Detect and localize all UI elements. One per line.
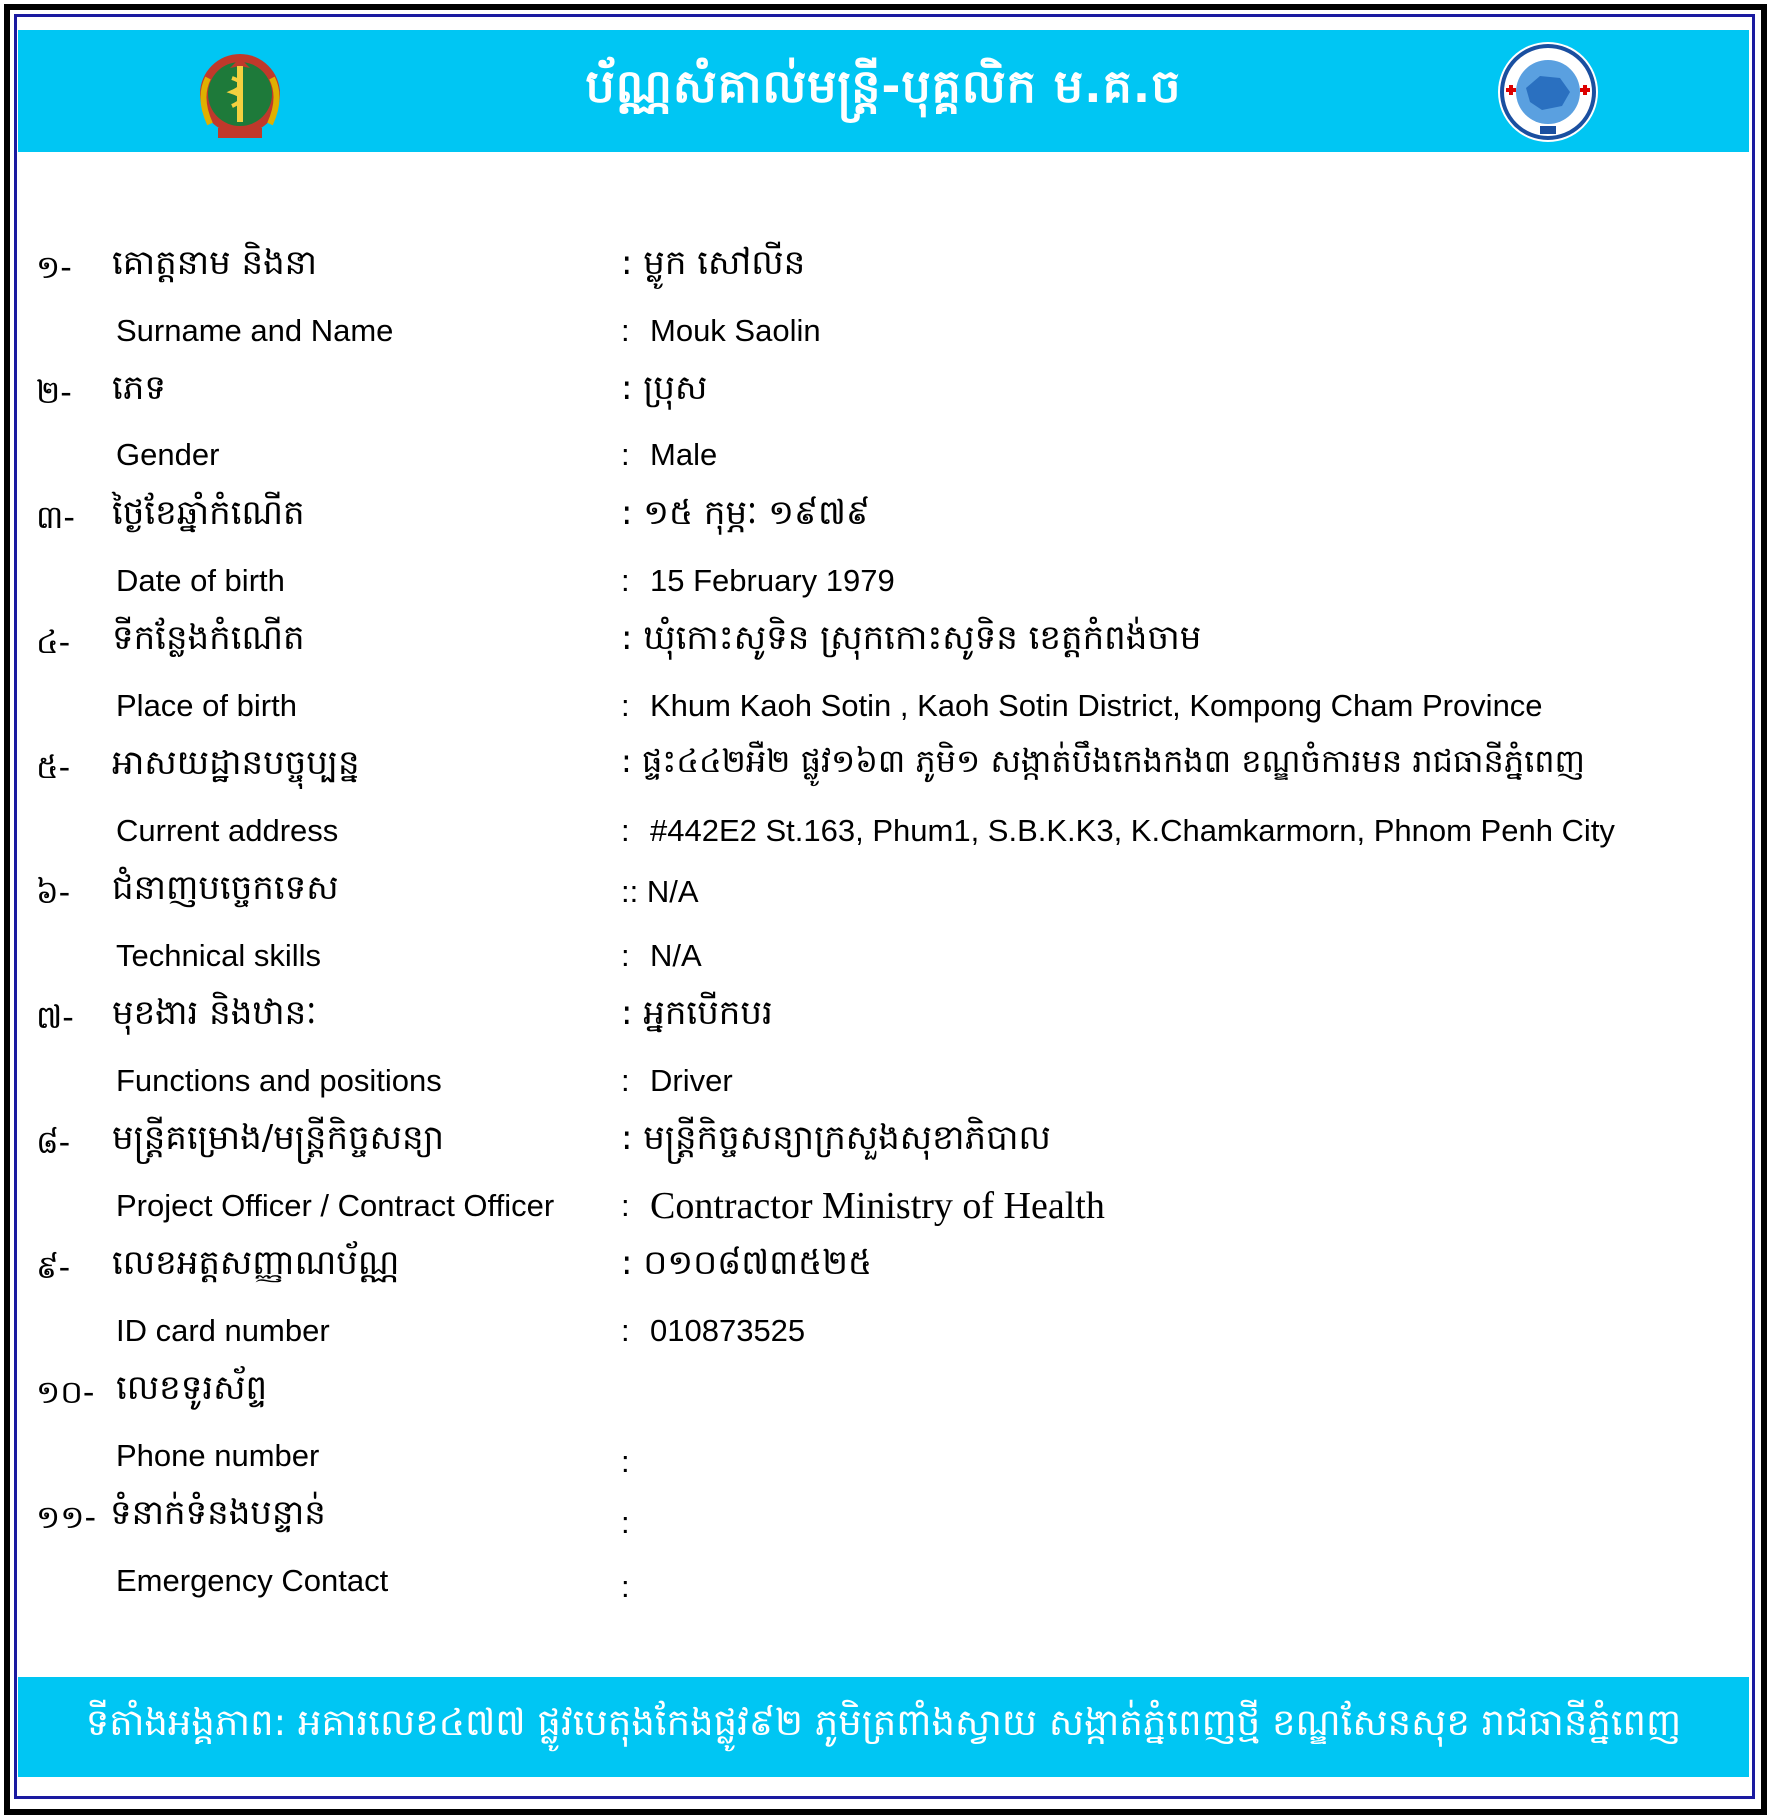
- card-header: [18, 30, 1749, 152]
- field-number: ១១-: [36, 1498, 96, 1536]
- field-number: ៤-: [36, 623, 71, 661]
- field-value-khmer: : មន្ត្រីកិច្ចសន្យាក្រសួងសុខាភិបាល: [621, 1118, 1051, 1158]
- field-value-english: Mouk Saolin: [650, 313, 821, 348]
- field-label-khmer: ថ្ងៃខែឆ្នាំកំណើត: [112, 493, 305, 533]
- field-colon: :: [621, 1505, 630, 1540]
- field-label-english: Project Officer / Contract Officer: [116, 1188, 555, 1223]
- field-value-english: Driver: [650, 1063, 733, 1098]
- field-label-khmer: គោត្តនាម និងនា: [112, 243, 318, 283]
- cnm-seal-icon: [1496, 40, 1600, 144]
- field-number: ៦-: [36, 873, 71, 911]
- field-label-english: Gender: [116, 437, 220, 472]
- field-value-english: 15 February 1979: [650, 563, 895, 598]
- field-value-english: N/A: [650, 938, 702, 973]
- field-value-english: Khum Kaoh Sotin , Kaoh Sotin District, Kompong Cham Province: [650, 688, 1543, 723]
- field-label-english: Emergency Contact: [116, 1563, 389, 1598]
- page-title: ប័ណ្ណសំគាល់មន្ត្រី-បុគ្គលិក ម.គ.ច: [585, 58, 1182, 113]
- field-value-khmer: : ម្លូក សៅលីន: [621, 243, 806, 283]
- field-label-khmer: ទីកន្លែងកំណើត: [112, 618, 305, 658]
- field-number: ៨-: [36, 1123, 71, 1161]
- field-colon: :: [621, 1444, 630, 1479]
- field-number: ១-: [36, 248, 72, 286]
- field-number: ៥-: [36, 748, 71, 786]
- field-label-english: Date of birth: [116, 563, 285, 598]
- field-label-khmer: ភេទ: [112, 368, 166, 408]
- field-value-khmer: : ផ្ទះ៤៤២អឺ២ ផ្លូវ១៦៣ ភូមិ១ សង្កាត់បឹងកេងកង៣ ខណ្ឌចំការមន រាជធានីភ្នំពេញ: [621, 742, 1585, 780]
- field-colon: :: [621, 813, 630, 848]
- field-value-english: Contractor Ministry of Health: [650, 1185, 1105, 1227]
- field-number: ៣-: [36, 498, 75, 536]
- field-colon: :: [621, 437, 630, 472]
- field-value-english: #442E2 St.163, Phum1, S.B.K.K3, K.Chamkarmorn, Phnom Penh City: [650, 813, 1615, 848]
- field-colon: :: [621, 563, 630, 598]
- field-value-khmer: :: N/A: [621, 874, 699, 909]
- field-colon: :: [621, 1063, 630, 1098]
- field-value-english: 010873525: [650, 1313, 806, 1348]
- field-label-khmer: អាសយដ្ឋានបច្ចុប្បន្ន: [112, 743, 360, 783]
- field-label-english: Surname and Name: [116, 313, 394, 348]
- field-label-english: ID card number: [116, 1313, 330, 1348]
- field-colon: :: [621, 688, 630, 723]
- field-value-english: Male: [650, 437, 718, 472]
- field-label-khmer: មន្ត្រីគម្រោង/មន្ត្រីកិច្ចសន្យា: [112, 1118, 445, 1158]
- field-label-khmer: ទំនាក់ទំនងបន្ទាន់: [110, 1493, 326, 1533]
- field-colon: :: [621, 1569, 630, 1604]
- field-label-khmer: មុខងារ និងឋានៈ: [112, 993, 317, 1033]
- field-number: ១០-: [36, 1373, 95, 1411]
- field-number: ២-: [36, 373, 72, 411]
- field-label-english: Current address: [116, 813, 339, 848]
- field-value-khmer: : អ្នកបើកបរ: [621, 993, 773, 1033]
- field-value-khmer: : ០១០៨៧៣៥២៥: [621, 1243, 873, 1283]
- field-colon: :: [621, 1188, 630, 1223]
- field-label-english: Place of birth: [116, 688, 297, 723]
- field-label-khmer: ជំនាញបច្ចេកទេស: [112, 868, 339, 908]
- field-label-khmer: លេខអត្តសញ្ញាណប័ណ្ណ: [112, 1243, 400, 1283]
- field-value-khmer: : ១៥ កុម្ភៈ ១៩៧៩: [621, 493, 870, 533]
- field-label-english: Functions and positions: [116, 1063, 442, 1098]
- field-label-english: Phone number: [116, 1438, 320, 1473]
- field-number: ៧-: [36, 998, 74, 1036]
- field-label-khmer: លេខទូរស័ព្ទ: [116, 1368, 268, 1408]
- field-colon: :: [621, 313, 630, 348]
- card-footer-address: ទីតាំងអង្គភាព: អគារលេខ៤៧៧ ផ្លូវបេតុងកែងផ្លូវ៩២ ភូមិត្រពាំងស្វាយ សង្កាត់ភ្នំពេញថ្មី ខណ្ឌសែនសុខ រាជធានីភ្នំពេញ: [18, 1677, 1749, 1777]
- field-number: ៩-: [36, 1248, 71, 1286]
- field-colon: :: [621, 1313, 630, 1348]
- field-colon: :: [621, 938, 630, 973]
- field-label-english: Technical skills: [116, 938, 322, 973]
- field-value-khmer: : ឃុំកោះសូទិន ស្រុកកោះសូទិន ខេត្តកំពង់ចាម: [621, 618, 1202, 658]
- field-value-khmer: : ប្រុស: [621, 368, 708, 408]
